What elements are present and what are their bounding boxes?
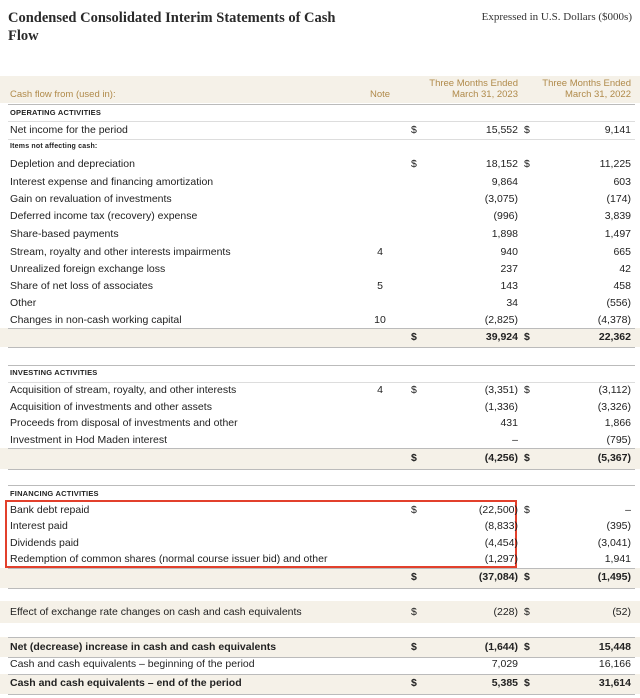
row-dollar-2023: $ [411, 641, 417, 653]
row-value-2023: (2,825) [484, 314, 518, 326]
row-label: Stream, royalty and other interests impairments [10, 246, 231, 258]
row-value-2022: 1,497 [604, 228, 631, 240]
row-value-2023: (1,336) [484, 401, 518, 413]
row-value-2022: 31,614 [598, 677, 631, 689]
row-value-2022: 16,166 [598, 658, 631, 670]
row-label: Gain on revaluation of investments [10, 193, 172, 205]
row-value-2022: 15,448 [598, 641, 631, 653]
row-value-2023: (4,256) [484, 452, 518, 464]
row-value-2023: 34 [506, 297, 518, 309]
row-value-2023: (996) [493, 210, 518, 222]
section-financing: FINANCING ACTIVITIES [10, 489, 99, 498]
row-value-2022: 22,362 [598, 331, 631, 343]
row-note: 4 [377, 246, 383, 258]
row-value-2022: (1,495) [597, 571, 631, 583]
band-investing-total [0, 448, 640, 469]
row-label: Share of net loss of associates [10, 280, 153, 292]
row-value-2022: 603 [613, 176, 631, 188]
divider [8, 485, 635, 486]
row-label: Cash and cash equivalents – end of the period [10, 677, 242, 689]
row-value-2022: (3,326) [597, 401, 631, 413]
row-label: Proceeds from disposal of investments and other [10, 417, 238, 429]
row-label: Acquisition of investments and other assets [10, 401, 212, 413]
row-label: Net income for the period [10, 124, 128, 136]
row-note: 4 [377, 384, 383, 396]
row-value-2023: 18,152 [485, 158, 518, 170]
row-value-2022: 665 [613, 246, 631, 258]
row-value-2023: 9,864 [491, 176, 518, 188]
row-label: Deferred income tax (recovery) expense [10, 210, 198, 222]
divider [8, 139, 635, 140]
header-col-2022 [542, 78, 631, 100]
row-value-2022: 458 [613, 280, 631, 292]
row-value-2022: 3,839 [604, 210, 631, 222]
divider [8, 365, 635, 366]
row-dollar-2023: $ [411, 677, 417, 689]
band-operating-total [0, 328, 640, 347]
header-note: Note [370, 89, 391, 100]
row-value-2023: 143 [500, 280, 518, 292]
row-value-2023: 15,552 [485, 124, 518, 136]
row-dollar-2023: $ [411, 571, 417, 583]
row-value-2023: (4,454) [484, 537, 518, 549]
row-label: Depletion and depreciation [10, 158, 135, 170]
row-value-2023: (37,084) [478, 571, 518, 583]
row-dollar-2022: $ [524, 452, 530, 464]
row-value-2023: 237 [500, 263, 518, 275]
row-value-2023: (3,351) [484, 384, 518, 396]
row-value-2022: (3,041) [597, 537, 631, 549]
row-dollar-2022: $ [524, 331, 530, 343]
header-col-2022-line1: Three Months Ended [542, 78, 631, 89]
divider [8, 637, 635, 638]
row-label: Interest paid [10, 520, 68, 532]
band-financing-total [0, 568, 640, 588]
row-value-2022: 1,866 [604, 417, 631, 429]
row-dollar-2022: $ [524, 641, 530, 653]
currency-note: Expressed in U.S. Dollars ($000s) [481, 11, 632, 23]
row-value-2022: 1,941 [604, 553, 631, 565]
row-value-2023: 1,898 [491, 228, 518, 240]
row-label: Cash and cash equivalents – beginning of the period [10, 658, 255, 670]
header-col-2023 [429, 78, 518, 100]
divider [8, 448, 635, 449]
row-label: Redemption of common shares (normal course issuer bid) and other [10, 553, 328, 565]
row-value-2023: (1,644) [484, 641, 518, 653]
row-dollar-2022: $ [524, 571, 530, 583]
row-dollar-2023: $ [411, 504, 417, 516]
row-value-2022: (52) [612, 606, 631, 618]
row-label: Dividends paid [10, 537, 79, 549]
row-value-2022: (4,378) [597, 314, 631, 326]
row-dollar-2023: $ [411, 452, 417, 464]
row-value-2022: (5,367) [597, 452, 631, 464]
row-dollar-2023: $ [411, 606, 417, 618]
page-title: Condensed Consolidated Interim Statements of Cash Flow [8, 10, 336, 44]
row-dollar-2022: $ [524, 158, 530, 170]
section-operating: OPERATING ACTIVITIES [10, 108, 102, 117]
row-label: Net (decrease) increase in cash and cash equivalents [10, 641, 277, 653]
header-col-2023-line1: Three Months Ended [429, 78, 518, 89]
divider [8, 121, 635, 122]
divider [8, 694, 635, 695]
header-label: Cash flow from (used in): [10, 89, 116, 100]
divider [8, 347, 635, 348]
row-value-2022: (3,112) [598, 384, 631, 396]
row-label: Acquisition of stream, royalty, and other interests [10, 384, 237, 396]
divider [8, 328, 635, 329]
row-dollar-2022: $ [524, 606, 530, 618]
row-value-2023: 940 [500, 246, 518, 258]
header-col-2022-line2: March 31, 2022 [564, 89, 631, 100]
row-value-2022: (174) [606, 193, 631, 205]
row-value-2023: (228) [493, 606, 518, 618]
row-value-2022: (795) [606, 434, 631, 446]
row-label: Effect of exchange rate changes on cash and cash equivalents [10, 606, 302, 618]
row-value-2023: (3,075) [484, 193, 518, 205]
row-value-2022: – [625, 504, 631, 516]
row-label: Investment in Hod Maden interest [10, 434, 167, 446]
row-value-2023: 39,924 [485, 331, 518, 343]
row-dollar-2023: $ [411, 384, 417, 396]
row-label: Share-based payments [10, 228, 119, 240]
row-label: Changes in non-cash working capital [10, 314, 182, 326]
section-investing: INVESTING ACTIVITIES [10, 368, 98, 377]
row-dollar-2022: $ [524, 504, 530, 516]
row-note: 10 [374, 314, 386, 326]
row-value-2022: (556) [606, 297, 631, 309]
row-value-2022: (395) [606, 520, 631, 532]
divider [8, 588, 635, 589]
header-col-2023-line2: March 31, 2023 [451, 89, 518, 100]
row-value-2022: 11,225 [599, 158, 631, 170]
row-value-2023: (22,500) [478, 504, 518, 516]
row-value-2023: 431 [500, 417, 518, 429]
row-dollar-2022: $ [524, 677, 530, 689]
row-value-2023: (1,297) [484, 553, 518, 565]
row-value-2022: 42 [619, 263, 631, 275]
divider [8, 104, 635, 105]
divider [8, 674, 635, 675]
row-dollar-2022: $ [524, 124, 530, 136]
row-value-2023: 7,029 [491, 658, 518, 670]
divider [8, 469, 635, 470]
row-value-2023: (8,833) [484, 520, 518, 532]
section-not-affecting: Items not affecting cash: [10, 143, 98, 150]
row-dollar-2023: $ [411, 158, 417, 170]
row-value-2022: 9,141 [604, 124, 631, 136]
row-dollar-2022: $ [524, 384, 530, 396]
row-dollar-2023: $ [411, 331, 417, 343]
row-label: Interest expense and financing amortization [10, 176, 214, 188]
row-label: Bank debt repaid [10, 504, 90, 516]
row-value-2023: 5,385 [491, 677, 518, 689]
divider [8, 382, 635, 383]
row-label: Other [10, 297, 37, 309]
row-note: 5 [377, 280, 383, 292]
row-value-2023: – [512, 434, 518, 446]
row-dollar-2023: $ [411, 124, 417, 136]
divider [8, 568, 635, 569]
row-label: Unrealized foreign exchange loss [10, 263, 166, 275]
